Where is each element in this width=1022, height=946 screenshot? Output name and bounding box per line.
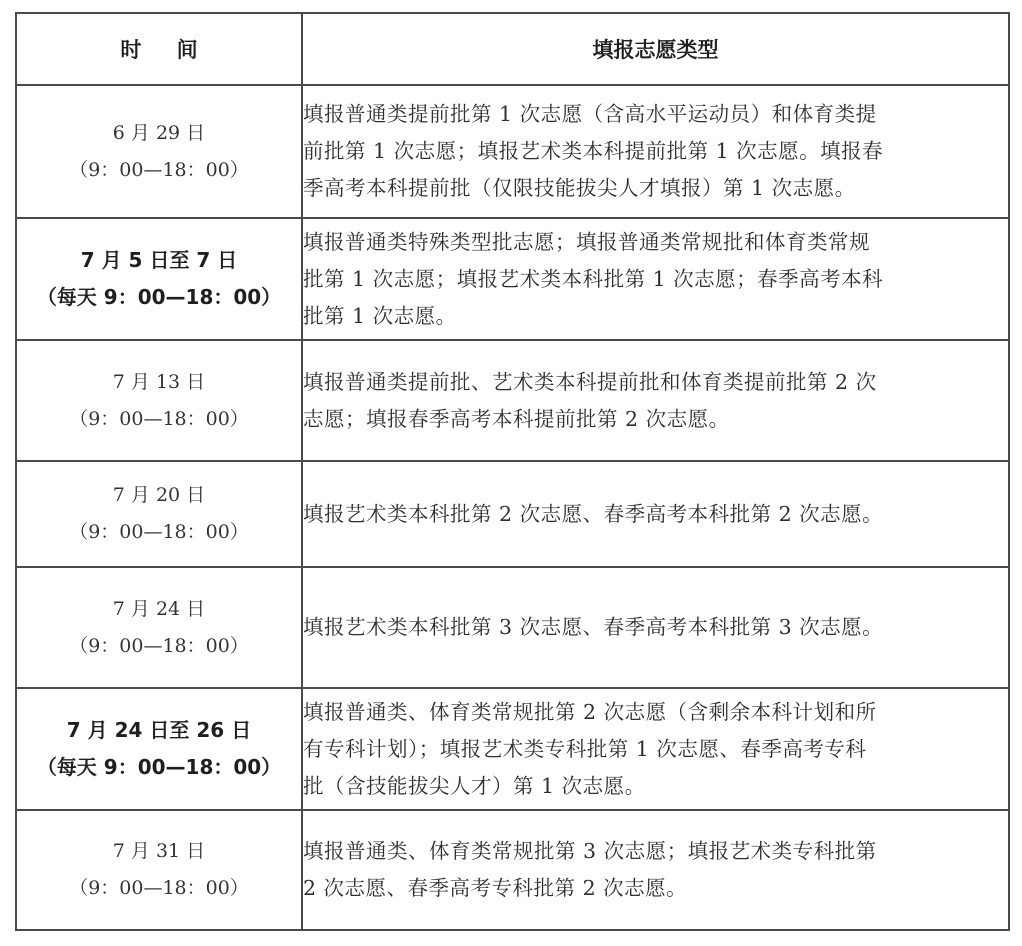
table-row <box>16 688 1009 810</box>
hours-text: （9：00—18：00） <box>69 407 249 430</box>
type-cell <box>302 688 1009 810</box>
time-cell <box>16 810 302 930</box>
hours-text: （9：00—18：00） <box>69 521 249 543</box>
type-line: 填报艺术类本科批第 3 次志愿、春季高考本科批第 3 次志愿。 <box>303 615 884 639</box>
type-cell <box>302 567 1009 688</box>
type-line: 季高考本科提前批（仅限技能拔尖人才填报）第 1 次志愿。 <box>303 176 856 200</box>
type-line: 志愿；填报春季高考本科提前批第 2 次志愿。 <box>303 406 730 431</box>
type-cell <box>302 218 1009 340</box>
time-cell <box>16 85 302 218</box>
date-text: 7 月 24 日至 26 日 <box>66 718 252 742</box>
header-type-label: 填报志愿类型 <box>592 38 719 62</box>
type-line: 前批第 1 次志愿；填报艺术类本科提前批第 1 次志愿。填报春 <box>303 139 884 163</box>
time-cell <box>16 340 302 461</box>
header-time <box>16 13 302 85</box>
type-line: 批第 1 次志愿；填报艺术类本科批第 1 次志愿；春季高考本科 <box>303 266 884 291</box>
table-header-row <box>16 13 1009 85</box>
table-row <box>16 218 1009 340</box>
hours-text: （9：00—18：00） <box>69 634 249 657</box>
table-row <box>16 461 1009 567</box>
header-type <box>302 13 1009 85</box>
table-row <box>16 340 1009 461</box>
type-line: 填报普通类、体育类常规批第 3 次志愿；填报艺术类专科批第 <box>303 839 877 863</box>
time-cell <box>16 567 302 688</box>
table-row <box>16 810 1009 930</box>
type-line: 有专科计划）；填报艺术类专科批第 1 次志愿、春季高考专科 <box>303 736 867 761</box>
header-time-label: 时 间 <box>120 38 212 62</box>
type-line: 填报普通类提前批第 1 次志愿（含高水平运动员）和体育类提 <box>303 102 877 126</box>
date-text: 7 月 20 日 <box>112 484 206 506</box>
type-line: 填报普通类提前批、艺术类本科提前批和体育类提前批第 2 次 <box>303 369 877 394</box>
date-text: 7 月 24 日 <box>112 597 206 620</box>
type-line: 填报普通类、体育类常规批第 2 次志愿（含剩余本科计划和所 <box>303 699 877 724</box>
time-cell <box>16 688 302 810</box>
time-cell <box>16 218 302 340</box>
table-row <box>16 85 1009 218</box>
hours-text: （每天 9：00—18：00） <box>36 285 282 309</box>
type-cell <box>302 85 1009 218</box>
date-text: 7 月 31 日 <box>112 840 206 862</box>
type-cell <box>302 340 1009 461</box>
type-line: 2 次志愿、春季高考专科批第 2 次志愿。 <box>303 876 688 900</box>
volunteer-schedule-table <box>15 12 1010 931</box>
type-line: 填报普通类特殊类型批志愿；填报普通类常规批和体育类常规 <box>303 229 870 254</box>
date-text: 7 月 13 日 <box>112 370 206 393</box>
date-text: 7 月 5 日至 7 日 <box>80 248 238 272</box>
date-text: 6 月 29 日 <box>112 121 206 144</box>
table-row <box>16 567 1009 688</box>
type-line: 批（含技能拔尖人才）第 1 次志愿。 <box>303 773 646 798</box>
time-cell <box>16 461 302 567</box>
type-line: 填报艺术类本科批第 2 次志愿、春季高考本科批第 2 次志愿。 <box>303 501 884 526</box>
hours-text: （9：00—18：00） <box>69 158 249 181</box>
hours-text: （9：00—18：00） <box>69 877 249 899</box>
type-cell <box>302 461 1009 567</box>
type-cell <box>302 810 1009 930</box>
type-line: 批第 1 次志愿。 <box>303 303 457 328</box>
hours-text: （每天 9：00—18：00） <box>36 755 282 779</box>
